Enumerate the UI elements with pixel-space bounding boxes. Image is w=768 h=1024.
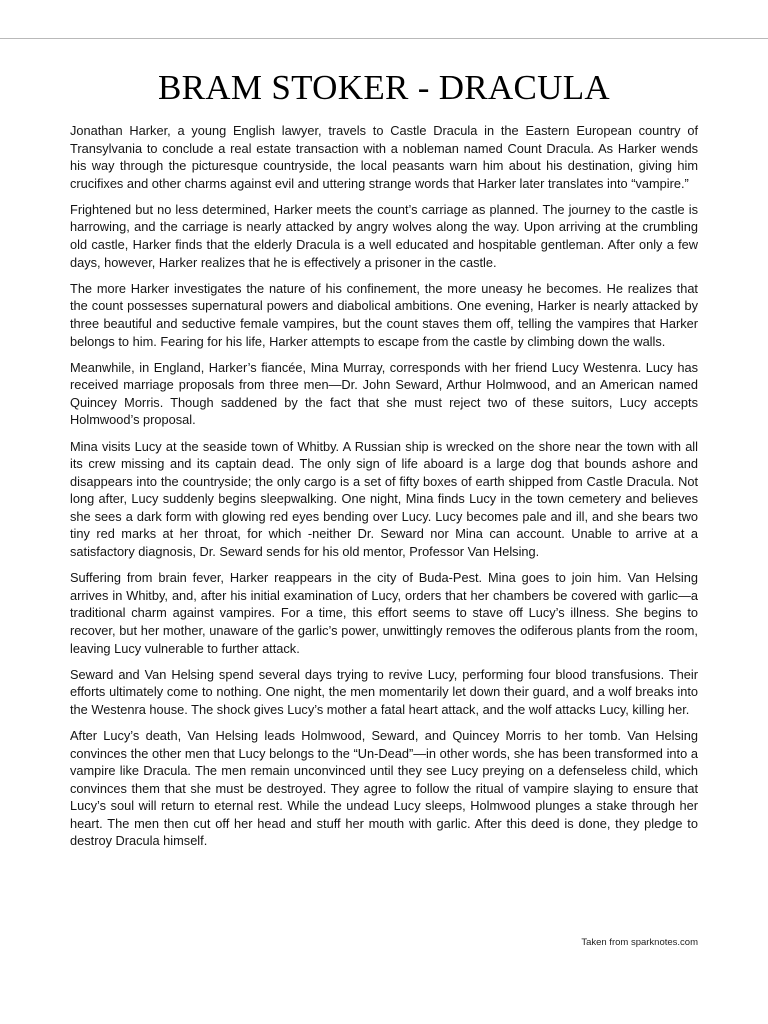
paragraph-2: Frightened but no less determined, Harker meets the count’s carriage as planned. The journey to the castle is harrowing, and the carriage is nearly attacked by angry wolves along the way. Upon arriving at the crumbling old castle, Harker finds that the elderly Dracula is a well educated and hospitable gentleman. After only a few days, however, Harker realizes that he is effectively a prisoner in the castle. [70, 201, 698, 270]
source-note: Taken from sparknotes.com [581, 937, 698, 948]
paragraph-5: Mina visits Lucy at the seaside town of Whitby. A Russian ship is wrecked on the shore near the town with all its crew missing and its captain dead. The only sign of life aboard is a large dog that bounds ashore and disappears into the countryside; the only cargo is a set of fifty boxes of earth shipped from Castle Dracula. Not long after, Lucy suddenly begins sleepwalking. One night, Mina finds Lucy in the town cemetery and believes she sees a dark form with glowing red eyes bending over Lucy. Lucy becomes pale and ill, and she bears two tiny red marks at her throat, for which -neither Dr. Seward nor Mina can account. Unable to arrive at a satisfactory diagnosis, Dr. Seward sends for his old mentor, Professor Van Helsing. [70, 438, 698, 560]
header-divider [0, 38, 768, 39]
document-body [70, 66, 698, 859]
document-title: BRAM STOKER - DRACULA [158, 68, 610, 107]
paragraph-1: Jonathan Harker, a young English lawyer, travels to Castle Dracula in the Eastern European country of Transylvania to conclude a real estate transaction with a nobleman named Count Dracula. As Harker wends his way through the picturesque countryside, the local peasants warn him about his destination, giving him crucifixes and other charms against evil and uttering strange words that Harker later translates into “vampire.” [70, 123, 698, 191]
paragraph-6: Suffering from brain fever, Harker reappears in the city of Buda-Pest. Mina goes to join him. Van Helsing arrives in Whitby, and, after his initial examination of Lucy, orders that her chambers be covered with garlic—a traditional charm against vampires. For a time, this effort seems to stave off Lucy’s illness. She begins to recover, but her mother, unaware of the garlic’s power, unwittingly removes the odiferous plants from the room, leaving Lucy vulnerable to further attack. [70, 570, 698, 656]
paragraph-7: Seward and Van Helsing spend several days trying to revive Lucy, performing four blood transfusions. Their efforts ultimately come to nothing. One night, the men momentarily let down their guard, and a wolf breaks into the Westenra house. The shock gives Lucy’s mother a fatal heart attack, and the wolf attacks Lucy, killing her. [70, 666, 698, 717]
paragraph-4: Meanwhile, in England, Harker’s fiancée, Mina Murray, corresponds with her friend Lucy Westenra. Lucy has received marriage proposals from three men—Dr. John Seward, Arthur Holmwood, and an American named Quincey Morris. Though saddened by the fact that she must reject two of these suitors, Lucy accepts Holmwood’s proposal. [70, 359, 698, 428]
paragraph-8: After Lucy’s death, Van Helsing leads Holmwood, Seward, and Quincey Morris to her tomb. Van Helsing convinces the other men that Lucy belongs to the “Un-Dead”—in other words, she has been transformed into a vampire like Dracula. The men remain unconvinced until they see Lucy preying on a defenseless child, which convinces them that she must be destroyed. They agree to follow the ritual of vampire slaying to ensure that Lucy’s soul will return to eternal rest. While the undead Lucy sleeps, Holmwood plunges a stake through her heart. The men then cut off her head and stuff her mouth with garlic. After this deed is done, they pledge to destroy Dracula himself. [70, 727, 698, 849]
paragraph-3: The more Harker investigates the nature of his confinement, the more uneasy he becomes. He realizes that the count possesses supernatural powers and diabolical ambitions. One evening, Harker is nearly attacked by three beautiful and seductive female vampires, but the count staves them off, telling the vampires that Harker belongs to him. Fearing for his life, Harker attempts to escape from the castle by climbing down the walls. [70, 280, 698, 349]
